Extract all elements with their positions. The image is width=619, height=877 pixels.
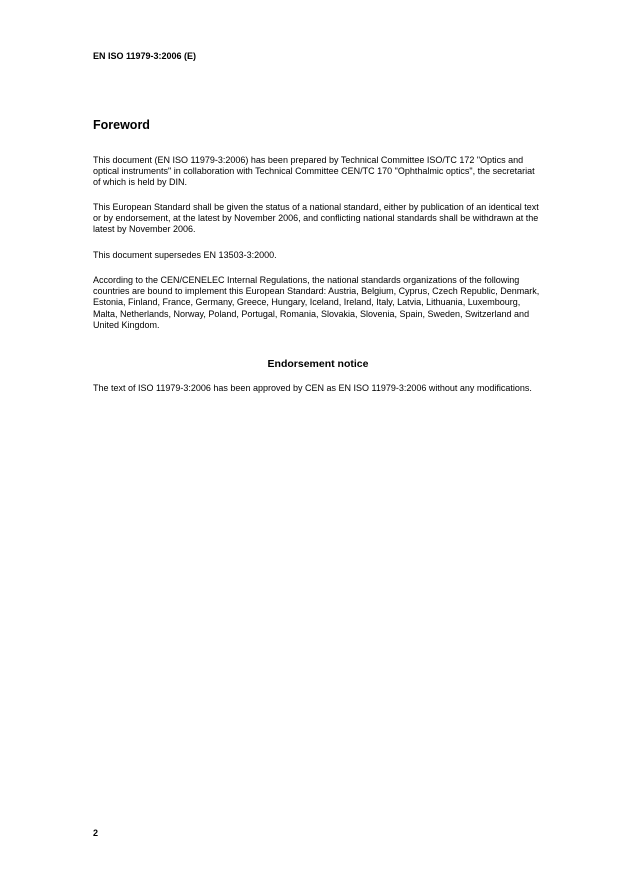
endorsement-paragraph bbox=[93, 383, 543, 394]
paragraph-text: This document (EN ISO 11979-3:2006) has been prepared by Technical Committee ISO/TC 172 "Optics and optical instruments" in collaboration with Technical Committee CEN/TC 170 "Ophthalmic optics", the secretariat of which is held by DIN. bbox=[93, 155, 535, 188]
document-header: EN ISO 11979-3:2006 (E) bbox=[93, 51, 197, 61]
foreword-paragraph-3 bbox=[93, 250, 543, 261]
foreword-paragraph-2 bbox=[93, 202, 543, 236]
paragraph-text: The text of ISO 11979-3:2006 has been approved by CEN as EN ISO 11979-3:2006 without any modifications. bbox=[93, 383, 532, 393]
paragraph-text: This European Standard shall be given the status of a national standard, either by publication of an identical text or by endorsement, at the latest by November 2006, and conflicting national standards shall be withdrawn at the latest by November 2006. bbox=[93, 202, 539, 235]
foreword-paragraph-4 bbox=[93, 275, 543, 331]
foreword-heading: Foreword bbox=[93, 118, 150, 132]
paragraph-text: This document supersedes EN 13503-3:2000. bbox=[93, 250, 277, 260]
foreword-paragraph-1 bbox=[93, 155, 543, 189]
endorsement-heading: Endorsement notice bbox=[267, 358, 369, 370]
paragraph-text: According to the CEN/CENELEC Internal Regulations, the national standards organizations of the following countries are bound to implement this European Standard: Austria, Belgium, Cyprus, Czech Republic, Denmark, Estonia, Finland, France, Germany, Greece, Hungary, Iceland, Ireland, Italy, Latvia, Lithuania, Luxembourg, Malta, Netherlands, Norway, Poland, Portugal, Romania, Slovakia, Slovenia, Spain, Sweden, Switzerland and United Kingdom. bbox=[93, 275, 540, 330]
page-number: 2 bbox=[93, 828, 99, 838]
